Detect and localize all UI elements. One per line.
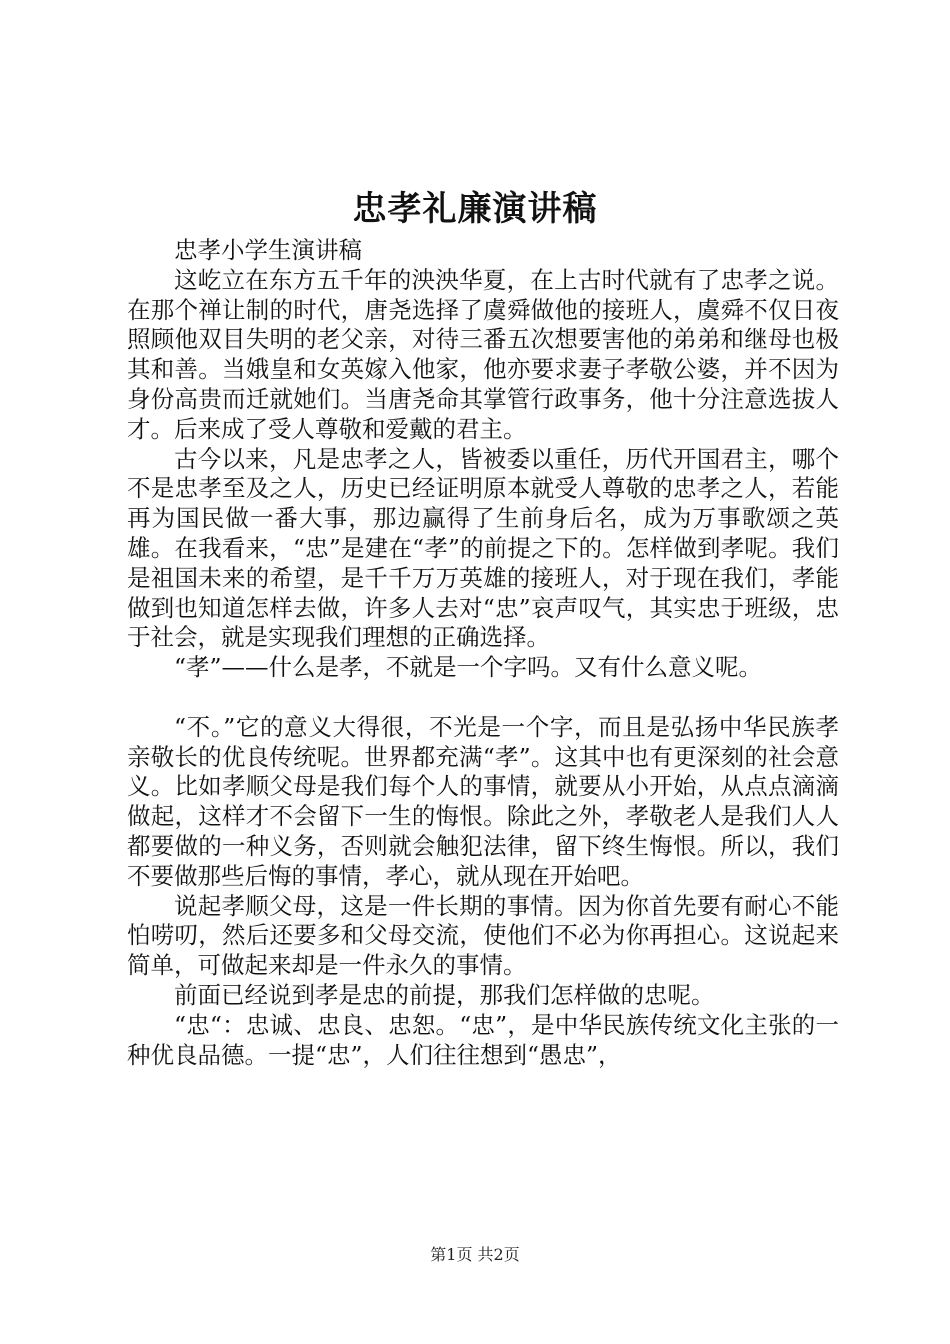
paragraph: 说起孝顺父母，这是一件长期的事情。因为你首先要有耐心不能怕唠叨，然后还要多和父母交流，使他们不必为你再担心。这说起来简单，可做起来却是一件永久的事情。: [127, 891, 839, 980]
document-title: 忠孝礼廉演讲稿: [352, 189, 598, 229]
paragraph: 古今以来，凡是忠孝之人，皆被委以重任，历代开国君主，哪个不是忠孝至及之人，历史已经证明原本就受人尊敬的忠孝之人，若能再为国民做一番大事，那边赢得了生前身后名，成为万事歌颂之英雄。在我看来，“忠”是建在“孝”的前提之下的。怎样做到孝呢。我们是祖国未来的希望，是千千万万英雄的接班人，对于现在我们，孝能做到也知道怎样去做，许多人去对“忠”哀声叹气，其实忠于班级，忠于社会，就是实现我们理想的正确选择。: [127, 444, 839, 652]
paragraph: 前面已经说到孝是忠的前提，那我们怎样做的忠呢。: [174, 980, 715, 1009]
page-number-footer: 第1页 共2页: [430, 1245, 520, 1264]
paragraph: 这屹立在东方五千年的泱泱华夏，在上古时代就有了忠孝之说。在那个禅让制的时代，唐尧选择了虞舜做他的接班人，虞舜不仅日夜照顾他双目失明的老父亲，对待三番五次想要害他的弟弟和继母也极其和善。当娥皇和女英嫁入他家，他亦要求妻子孝敬公婆，并不因为身份高贵而迁就她们。当唐尧命其掌管行政事务，他十分注意选拔人才。后来成了受人尊敬和爱戴的君主。: [127, 265, 839, 443]
paragraph: “不。”它的意义大得很，不光是一个字，而且是弘扬中华民族孝亲敬长的优良传统呢。世界都充满“孝”。这其中也有更深刻的社会意义。比如孝顺父母是我们每个人的事情，就要从小开始，从点点滴滴做起，这样才不会留下一生的悔恨。除此之外，孝敬老人是我们人人都要做的一种义务，否则就会触犯法律，留下终生悔恨。所以，我们不要做那些后悔的事情，孝心，就从现在开始吧。: [127, 712, 839, 890]
document-body: [127, 236, 839, 1070]
paragraph-subtitle: 忠孝小学生演讲稿: [174, 236, 362, 264]
paragraph: “孝”——什么是孝，不就是一个字吗。又有什么意义呢。: [174, 653, 763, 682]
paragraph: “忠“：忠诚、忠良、忠恕。“忠”，是中华民族传统文化主张的一种优良品德。一提“忠”，人们往往想到“愚忠”，: [127, 1010, 839, 1069]
